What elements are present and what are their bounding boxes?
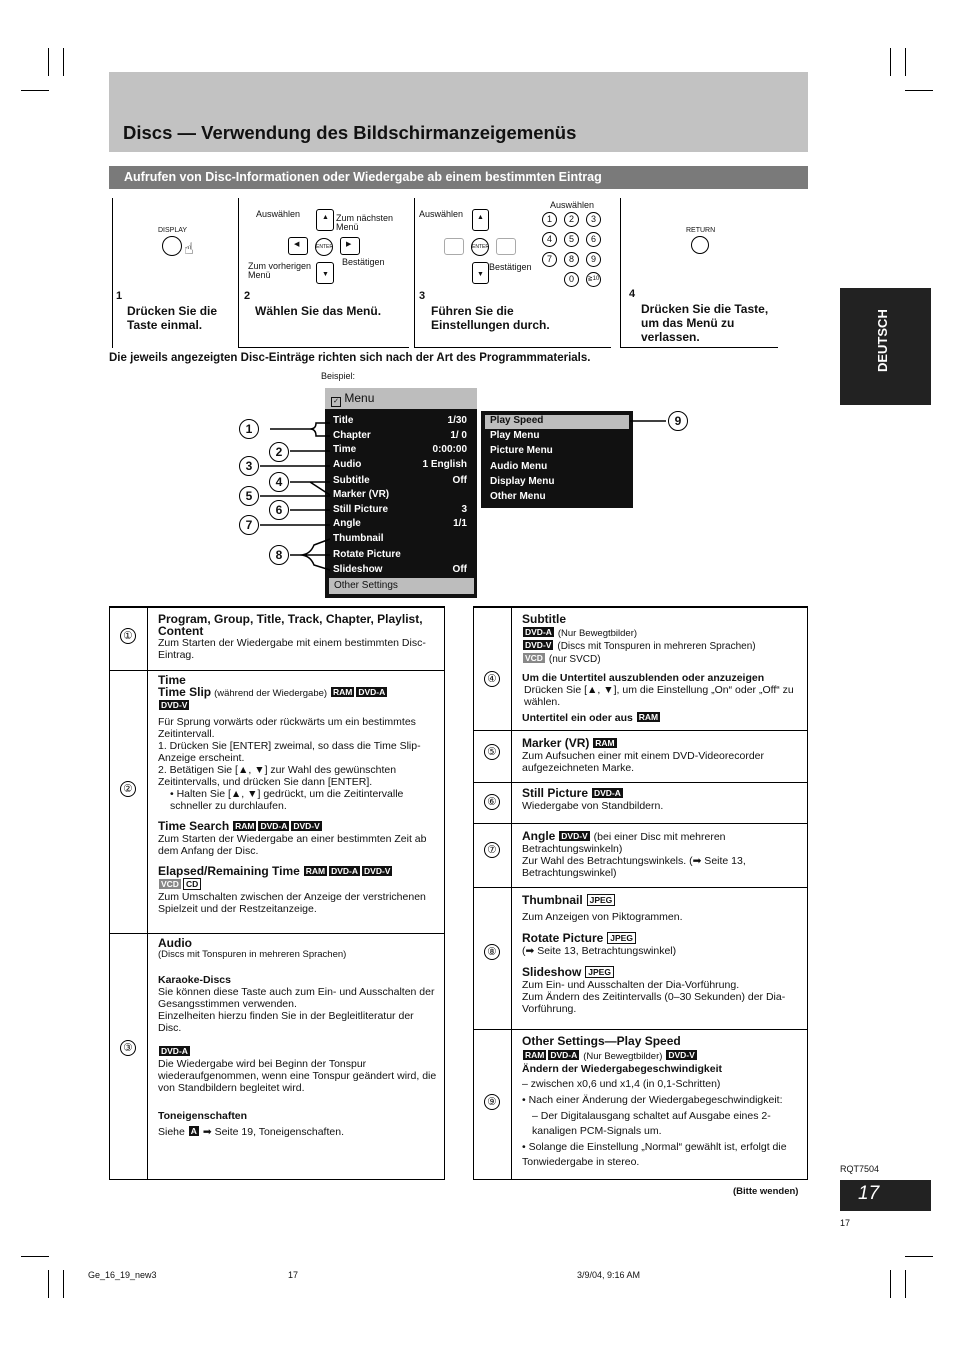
subtitle-how-desc: Drücken Sie [▲, ▼], um die Einstellung „On“ oder „Off“ zu wählen. [524, 684, 794, 708]
number-key: ≧10 [586, 272, 601, 287]
submenu-item: Other Menu [490, 491, 546, 502]
cd-badge: CD [183, 878, 201, 890]
step-4 [620, 198, 778, 348]
callout-number: 9 [668, 411, 688, 431]
menu-row-label: Audio [333, 459, 362, 470]
submenu-item: Audio Menu [490, 460, 548, 472]
submenu-item: Play Speed [485, 415, 629, 429]
tone-title: Toneigenschaften [158, 1110, 248, 1122]
return-label: RETURN [686, 227, 716, 234]
confirm-label: Bestätigen [489, 262, 532, 272]
jpeg-badge: JPEG [587, 894, 616, 906]
number-key: 9 [586, 252, 601, 267]
callout-number: 7 [239, 515, 259, 535]
example-label: Beispiel: [321, 371, 356, 381]
timesearch-desc: Zum Starten der Wiedergabe an einer bestimmten Zeit ab dem Anfang der Disc. [158, 833, 427, 857]
number-key: 6 [586, 232, 601, 247]
up-button: ▲ [316, 209, 334, 231]
number-key: 2 [564, 212, 579, 227]
step-text: Drücken Sie die Taste, um das Menü zu verlassen. [641, 302, 769, 344]
table-row [110, 933, 444, 1180]
number-key: 3 [586, 212, 601, 227]
select-label: Auswählen [256, 209, 301, 219]
callout-lines [230, 405, 700, 585]
menu-row-label: Still Picture [333, 504, 389, 515]
return-button [691, 236, 709, 254]
number-key: 7 [542, 252, 557, 267]
menu-row-value: Off [452, 475, 467, 486]
submenu-item: Display Menu [490, 475, 555, 487]
dvdv-badge: DVD-V [293, 821, 320, 831]
hand-icon: ☝ [184, 241, 194, 258]
callout-number: 1 [239, 419, 259, 439]
footer-page: 17 [288, 1270, 299, 1280]
dvda-badge: DVD-A [358, 687, 386, 697]
dvdv-badge: DVD-V [161, 700, 188, 710]
row-number: ⑧ [484, 944, 500, 960]
speed-subtitle: Ändern der Wiedergabegeschwindigkeit [522, 1063, 723, 1075]
menu-row-label: Subtitle [333, 475, 370, 486]
row-number: ⑥ [484, 794, 500, 810]
step-number: 4 [629, 288, 636, 300]
table-row [110, 670, 444, 934]
page-number-small: 17 [840, 1218, 851, 1228]
row-title: Program, Group, Title, Track, Chapter, Playlist, Content [158, 612, 423, 638]
other-title: Other Settings—Play Speed [522, 1034, 681, 1048]
step-text: Wählen Sie das Menü. [255, 304, 382, 318]
angle-title: Angle [522, 829, 556, 843]
still-desc: Wiedergabe von Standbildern. [522, 800, 664, 812]
content-note: Die jeweils angezeigten Disc-Einträge richten sich nach der Art des Programmmaterials. [109, 352, 591, 364]
up-button: ▲ [472, 209, 489, 231]
elapsed-desc: Zum Umschalten zwischen der Anzeige der verstrichenen Spielzeit und der Restzeitanzeige. [158, 891, 426, 915]
dvda-badge: DVD-A [593, 788, 621, 798]
menu-row-label: Rotate Picture [333, 549, 401, 560]
speed-note2: – Der Digitalausgang schaltet auf Ausgabe eines 2-kanaligen PCM-Signals um. [532, 1110, 771, 1137]
row-desc: Zum Starten der Wiedergabe mit einem bestimmten Disc-Eintrag. [158, 637, 426, 661]
callout-number: 5 [239, 486, 259, 506]
subtitle-note2: (Discs mit Tonspuren in mehreren Sprachen) [557, 641, 756, 652]
subtitle-vr: Untertitel ein oder aus [522, 712, 633, 724]
other-note: (Nur Bewegtbilder) [583, 1051, 663, 1062]
table-row [474, 607, 807, 731]
enter-button: ENTER [471, 238, 489, 256]
table-row [474, 887, 807, 1030]
next-menu-label: Zum nächsten Menü [336, 213, 394, 232]
table-row [474, 730, 807, 783]
down-button: ▼ [316, 262, 334, 284]
left-button: ◀ [288, 237, 308, 255]
language-tab [840, 288, 931, 405]
ram-badge: RAM [235, 821, 255, 831]
menu-row-label: Angle [333, 518, 361, 529]
submenu-item: Play Menu [490, 430, 540, 442]
number-key: 0 [564, 272, 579, 287]
ram-badge: RAM [638, 712, 659, 722]
step-3 [414, 198, 611, 348]
table-row [474, 823, 807, 888]
number-key: 1 [542, 212, 557, 227]
elapsed-title: Elapsed/Remaining Time [158, 864, 300, 878]
row-number: ① [120, 628, 136, 644]
step-2 [238, 198, 409, 348]
rotate-desc: (➡ Seite 13, Betrachtungswinkel) [522, 945, 677, 957]
marker-desc: Zum Aufsuchen einer mit einem DVD-Videorecorder aufgezeichneten Marke. [522, 750, 764, 774]
section-heading: Aufrufen von Disc-Informationen oder Wiedergabe ab einem bestimmten Eintrag [109, 166, 808, 189]
language-label: DEUTSCH [875, 309, 890, 372]
callout-number: 8 [269, 545, 289, 565]
callout-number: 2 [269, 442, 289, 462]
menu-other-settings: Other Settings [329, 578, 474, 594]
dvda-badge: DVD-A [550, 1050, 578, 1060]
dvdv-badge: DVD-V [668, 1050, 695, 1060]
display-button [162, 236, 182, 256]
speed-note1: • Nach einer Änderung der Wiedergabegeschwindigkeit: [522, 1094, 783, 1106]
dvda-badge: DVD-A [331, 866, 359, 876]
step-text: Drücken Sie die Taste einmal. [127, 304, 218, 332]
time-title: Time [158, 673, 186, 687]
number-key: 4 [542, 232, 557, 247]
timeslip-step1: 1. Drücken Sie [ENTER] zweimal, so dass die Time Slip-Anzeige erscheint. [158, 740, 421, 764]
dvda-badge: DVD-A [161, 1046, 188, 1056]
callout-number: 3 [239, 456, 259, 476]
menu-row-label: Thumbnail [333, 533, 384, 544]
thumbnail-desc: Zum Anzeigen von Piktogrammen. [522, 911, 683, 923]
a-badge: A [190, 1126, 197, 1136]
menu-row-value: 1/ 0 [450, 430, 467, 441]
timeslip-desc: Für Sprung vorwärts oder rückwärts um ein bestimmtes Zeitintervall. [158, 716, 416, 740]
step-number: 1 [116, 290, 123, 302]
menu-row-value: 1/1 [453, 518, 467, 529]
menu-row-value: 1 English [422, 459, 467, 470]
rotate-title: Rotate Picture [522, 931, 604, 945]
enter-button: ENTER [315, 238, 333, 256]
menu-row-label: Chapter [333, 430, 371, 441]
ram-badge: RAM [525, 1050, 545, 1060]
display-label: DISPLAY [158, 227, 188, 234]
table-row [110, 607, 444, 671]
ram-badge: RAM [305, 866, 326, 876]
menu-row-value: 3 [461, 504, 467, 515]
left-table [109, 606, 445, 1180]
thumbnail-title: Thumbnail [522, 893, 583, 907]
subtitle-how: Um die Untertitel auszublenden oder anzuzeigen [522, 672, 765, 684]
page-title: Discs — Verwendung des Bildschirmanzeigemenüs [123, 122, 577, 143]
row-number: ⑨ [484, 1094, 500, 1110]
model-code: RQT7504 [840, 1164, 880, 1174]
right-button: ▶ [340, 237, 360, 255]
row-number: ⑦ [484, 842, 500, 858]
ram-badge: RAM [333, 687, 353, 697]
jpeg-badge: JPEG [585, 966, 614, 978]
timeslip-tip: • Halten Sie [▲, ▼] gedrückt, um die Zeitintervalle schneller zu durchlaufen. [170, 788, 404, 812]
vcd-badge: VCD [161, 879, 179, 889]
subtitle-title: Subtitle [522, 612, 566, 626]
dvdv-badge: DVD-V [561, 831, 588, 841]
timeslip-title: Time Slip [158, 685, 212, 699]
menu-row-label: Title [333, 415, 354, 426]
menu-icon: ✓ [331, 397, 341, 407]
number-key: 5 [564, 232, 579, 247]
menu-row-value: 0:00:00 [432, 444, 467, 455]
footer-file: Ge_16_19_new3 [88, 1270, 157, 1280]
timesearch-title: Time Search [158, 819, 230, 833]
menu-row-value: 1/30 [447, 415, 467, 426]
slideshow-title: Slideshow [522, 965, 582, 979]
marker-title: Marker (VR) [522, 736, 590, 750]
still-title: Still Picture [522, 786, 589, 800]
karaoke-desc2: Einzelheiten hierzu finden Sie in der Begleitliteratur der Disc. [158, 1010, 414, 1034]
vcd-badge: VCD [525, 653, 543, 663]
timeslip-step2: 2. Betätigen Sie [▲, ▼] zur Wahl des gewünschten Zeitintervalls, und drücken Sie dann [ENTER]. [158, 764, 397, 788]
menu-row-label: Slideshow [333, 564, 383, 575]
step-number: 3 [419, 290, 426, 302]
table-row [474, 782, 807, 824]
dvda-badge: DVD-A [260, 821, 288, 831]
karaoke-title: Karaoke-Discs [158, 974, 231, 986]
speed-range: – zwischen x0,6 und x1,4 (in 0,1-Schritten) [522, 1078, 721, 1090]
row-number: ② [120, 781, 136, 797]
prev-menu-label: Zum vorherigen Menü [248, 261, 312, 280]
angle-desc: Zur Wahl des Betrachtungswinkels. (➡ Seite 13, Betrachtungswinkel) [522, 855, 746, 879]
tone-desc: Siehe [158, 1126, 185, 1138]
ram-badge: RAM [595, 738, 615, 748]
timeslip-note: (während der Wiedergabe) [214, 688, 328, 699]
callout-number: 4 [269, 472, 289, 492]
continue-note: (Bitte wenden) [733, 1186, 799, 1197]
page-number: 17 [858, 1183, 880, 1204]
menu-title: Menu [344, 391, 375, 405]
tone-desc2: Seite 19, Toneigenschaften. [214, 1126, 344, 1138]
slideshow-desc2: Zum Ändern des Zeitintervalls (0–30 Sekunden) der Dia-Vorführung. [522, 991, 786, 1015]
subtitle-note1: (Nur Bewegtbilder) [557, 628, 638, 639]
step-number: 2 [244, 290, 251, 302]
menu-row-label: Marker (VR) [333, 489, 390, 500]
audio-title: Audio [158, 936, 192, 950]
speed-note3: • Solange die Einstellung „Normal“ gewählt ist, erfolgt die Tonwiedergabe in stereo. [522, 1141, 787, 1168]
subtitle-note3: (nur SVCD) [548, 654, 601, 665]
step-text: Führen Sie die Einstellungen durch. [431, 304, 550, 332]
row-number: ⑤ [484, 744, 500, 760]
number-key: 8 [564, 252, 579, 267]
page-number-box [840, 1180, 931, 1211]
karaoke-desc: Sie können diese Taste auch zum Ein- und Ausschalten der Gesangsstimmen verwenden. [158, 986, 435, 1010]
menu-row-value: Off [452, 564, 467, 575]
slideshow-desc: Zum Ein- und Ausschalten der Dia-Vorführung. [522, 979, 740, 991]
submenu-item: Picture Menu [490, 445, 553, 457]
right-button-disabled [496, 238, 516, 255]
dvda-badge: DVD-A [525, 627, 552, 637]
down-button: ▼ [472, 262, 489, 284]
right-table [473, 606, 808, 1180]
dvdv-badge: DVD-V [525, 640, 552, 650]
angle-note: (bei einer Disc mit mehreren Betrachtungswinkeln) [522, 831, 726, 855]
footer-date: 3/9/04, 9:16 AM [577, 1270, 641, 1280]
callout-number: 6 [269, 500, 289, 520]
step-1 [112, 198, 233, 348]
dvda-desc: Die Wiedergabe wird bei Beginn der Tonspur wiederaufgenommen, wenn eine Tonspur geändert wird, die von Standbildern begleitet wird. [158, 1058, 437, 1094]
select-label-2: Auswählen [550, 200, 595, 210]
table-row [474, 1029, 807, 1180]
audio-desc: (Discs mit Tonspuren in mehreren Sprachen) [158, 949, 347, 960]
select-label: Auswählen [419, 209, 464, 219]
row-number: ④ [484, 671, 500, 687]
dvdv-badge: DVD-V [364, 866, 391, 876]
menu-row-label: Time [333, 444, 357, 455]
header-bar [109, 72, 808, 152]
confirm-label: Bestätigen [342, 257, 385, 267]
left-button-disabled [444, 238, 464, 255]
row-number: ③ [120, 1040, 136, 1056]
arrow-icon: ➡ [202, 1126, 212, 1138]
jpeg-badge: JPEG [607, 932, 636, 944]
